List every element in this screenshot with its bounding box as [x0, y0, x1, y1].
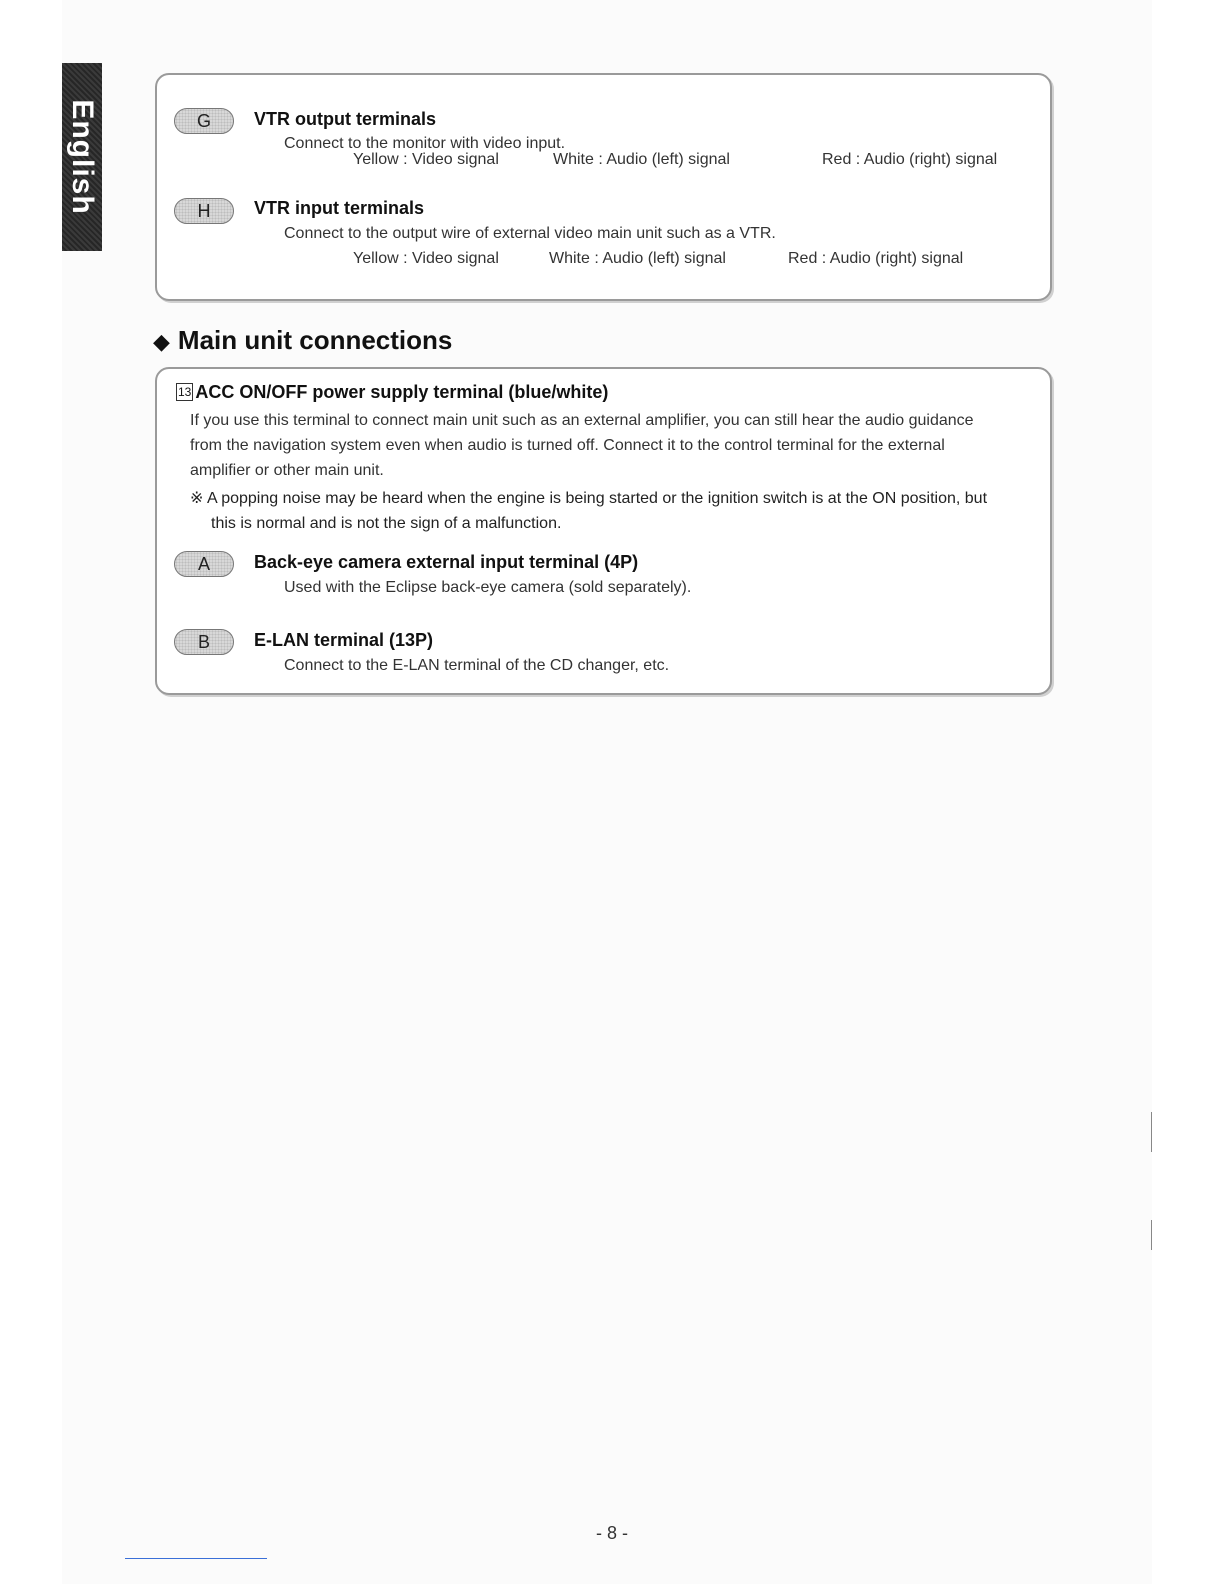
- vtr-input-white: White : Audio (left) signal: [549, 250, 726, 267]
- acc-desc-line-3: amplifier or other main unit.: [190, 462, 384, 479]
- acc-number-box: 13: [178, 385, 192, 399]
- acc-title: [176, 382, 608, 403]
- diamond-bullet-icon: ◆: [153, 329, 170, 354]
- footer-rule: [125, 1558, 267, 1559]
- acc-note-line-2: this is normal and is not the sign of a malfunction.: [211, 515, 562, 532]
- vtr-input-title: VTR input terminals: [254, 198, 425, 218]
- badge-h: H: [174, 198, 234, 224]
- vtr-output-title: VTR output terminals: [254, 109, 437, 129]
- vtr-output-desc: Connect to the monitor with video input.: [284, 135, 566, 152]
- scan-edge-mark: [1151, 1220, 1152, 1250]
- elan-terminal-desc: Connect to the E-LAN terminal of the CD changer, etc.: [284, 657, 670, 674]
- badge-a: A: [174, 551, 234, 577]
- page-number: - 8 -: [595, 1523, 628, 1543]
- acc-desc-line-2: from the navigation system even when audio is turned off. Connect it to the control terminal for the external: [190, 437, 945, 454]
- camera-terminal-desc: Used with the Eclipse back-eye camera (sold separately).: [284, 579, 692, 596]
- section-title-text: Main unit connections: [177, 325, 453, 355]
- vtr-output-yellow: Yellow : Video signal: [353, 151, 499, 168]
- acc-desc-line-1: If you use this terminal to connect main unit such as an external amplifier, you can still hear the audio guidance: [190, 412, 974, 429]
- acc-note-text-1: A popping noise may be heard when the engine is being started or the ignition switch is at the ON position, but: [206, 490, 988, 507]
- section-title: [153, 325, 452, 356]
- elan-terminal-title: E-LAN terminal (13P): [254, 630, 434, 650]
- vtr-input-yellow: Yellow : Video signal: [353, 250, 499, 267]
- vtr-input-red: Red : Audio (right) signal: [788, 250, 964, 267]
- acc-note-line-1: [190, 488, 987, 508]
- language-tab-label: English: [66, 99, 99, 215]
- language-tab: [62, 63, 102, 251]
- note-mark-icon: ※: [190, 490, 204, 507]
- vtr-output-white: White : Audio (left) signal: [553, 151, 730, 168]
- acc-title-text: ACC ON/OFF power supply terminal (blue/white): [195, 382, 609, 402]
- scan-edge-mark: [1151, 1112, 1152, 1152]
- vtr-input-desc: Connect to the output wire of external video main unit such as a VTR.: [284, 225, 776, 242]
- badge-g: G: [174, 108, 234, 134]
- badge-b: B: [174, 629, 234, 655]
- camera-terminal-title: Back-eye camera external input terminal (4P): [254, 552, 639, 572]
- vtr-output-red: Red : Audio (right) signal: [822, 151, 998, 168]
